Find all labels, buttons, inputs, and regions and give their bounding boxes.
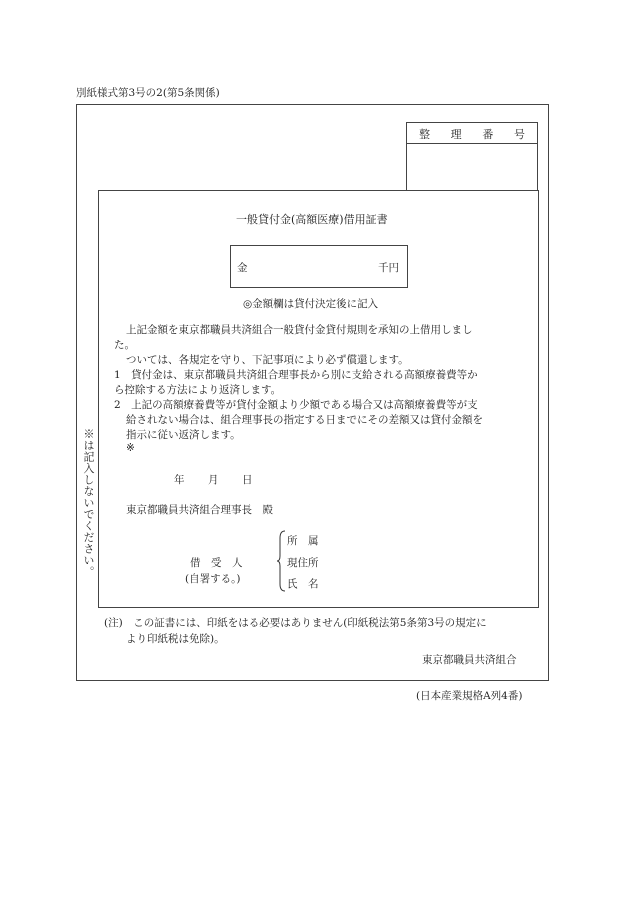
date-day-label: 日 [242, 474, 253, 486]
borrower-field-department[interactable]: 所 属 [287, 535, 319, 547]
body-line: 給されない場合は、組合理事長の指定する日までにその差額又は貸付金額を [126, 414, 483, 426]
borrower-label: 借 受 人 [190, 557, 243, 569]
body-line: 1 貸付金は、東京都職員共済組合理事長から別に支給される高額療養費等か [114, 369, 478, 381]
remark-mark: ※ [126, 442, 135, 454]
reference-number-divider [407, 143, 537, 144]
document-title: 一般貸付金(高額医療)借用証書 [236, 213, 388, 226]
footer-note-line: (注) この証書には、印紙をはる必要はありません(印紙税法第5条第3号の規定に [104, 617, 487, 629]
borrower-field-address[interactable]: 現住所 [287, 557, 319, 569]
borrower-sign-note: (自署する。) [185, 573, 241, 585]
body-line: 2 上記の高額療養費等が貸付金額より少額である場合又は高額療養費等が支 [114, 399, 478, 411]
brace-icon [276, 530, 286, 592]
reference-number-label: 整 理 番 号 [419, 128, 525, 141]
body-line: 上記金額を東京都職員共済組合一般貸付金貸付規則を承知の上借用しまし [126, 324, 473, 336]
form-reference: 別紙様式第3号の2(第5条関係) [76, 87, 220, 99]
footer-note-line: より印紙税は免除)。 [126, 633, 225, 645]
amount-note: ◎金額欄は貸付決定後に記入 [243, 298, 379, 310]
addressee: 東京都職員共済組合理事長 殿 [126, 504, 273, 516]
borrower-field-name[interactable]: 氏 名 [287, 578, 319, 590]
paper-size-note: (日本産業規格A列4番) [416, 690, 523, 702]
body-line: た。 [114, 339, 135, 351]
body-line: ついては、各規定を守り、下記事項により必ず償還します。 [126, 354, 409, 366]
body-line: 指示に従い返済します。 [126, 429, 241, 441]
date-month-label: 月 [208, 474, 219, 486]
reference-number-box [406, 122, 538, 191]
amount-unit: 千円 [378, 262, 399, 274]
side-note: ※は記入しないでください。 [82, 428, 95, 578]
amount-prefix: 金 [237, 262, 248, 274]
date-year-label: 年 [174, 474, 185, 486]
body-line: ら控除する方法により返済します。 [114, 384, 282, 396]
issuer: 東京都職員共済組合 [422, 654, 517, 666]
